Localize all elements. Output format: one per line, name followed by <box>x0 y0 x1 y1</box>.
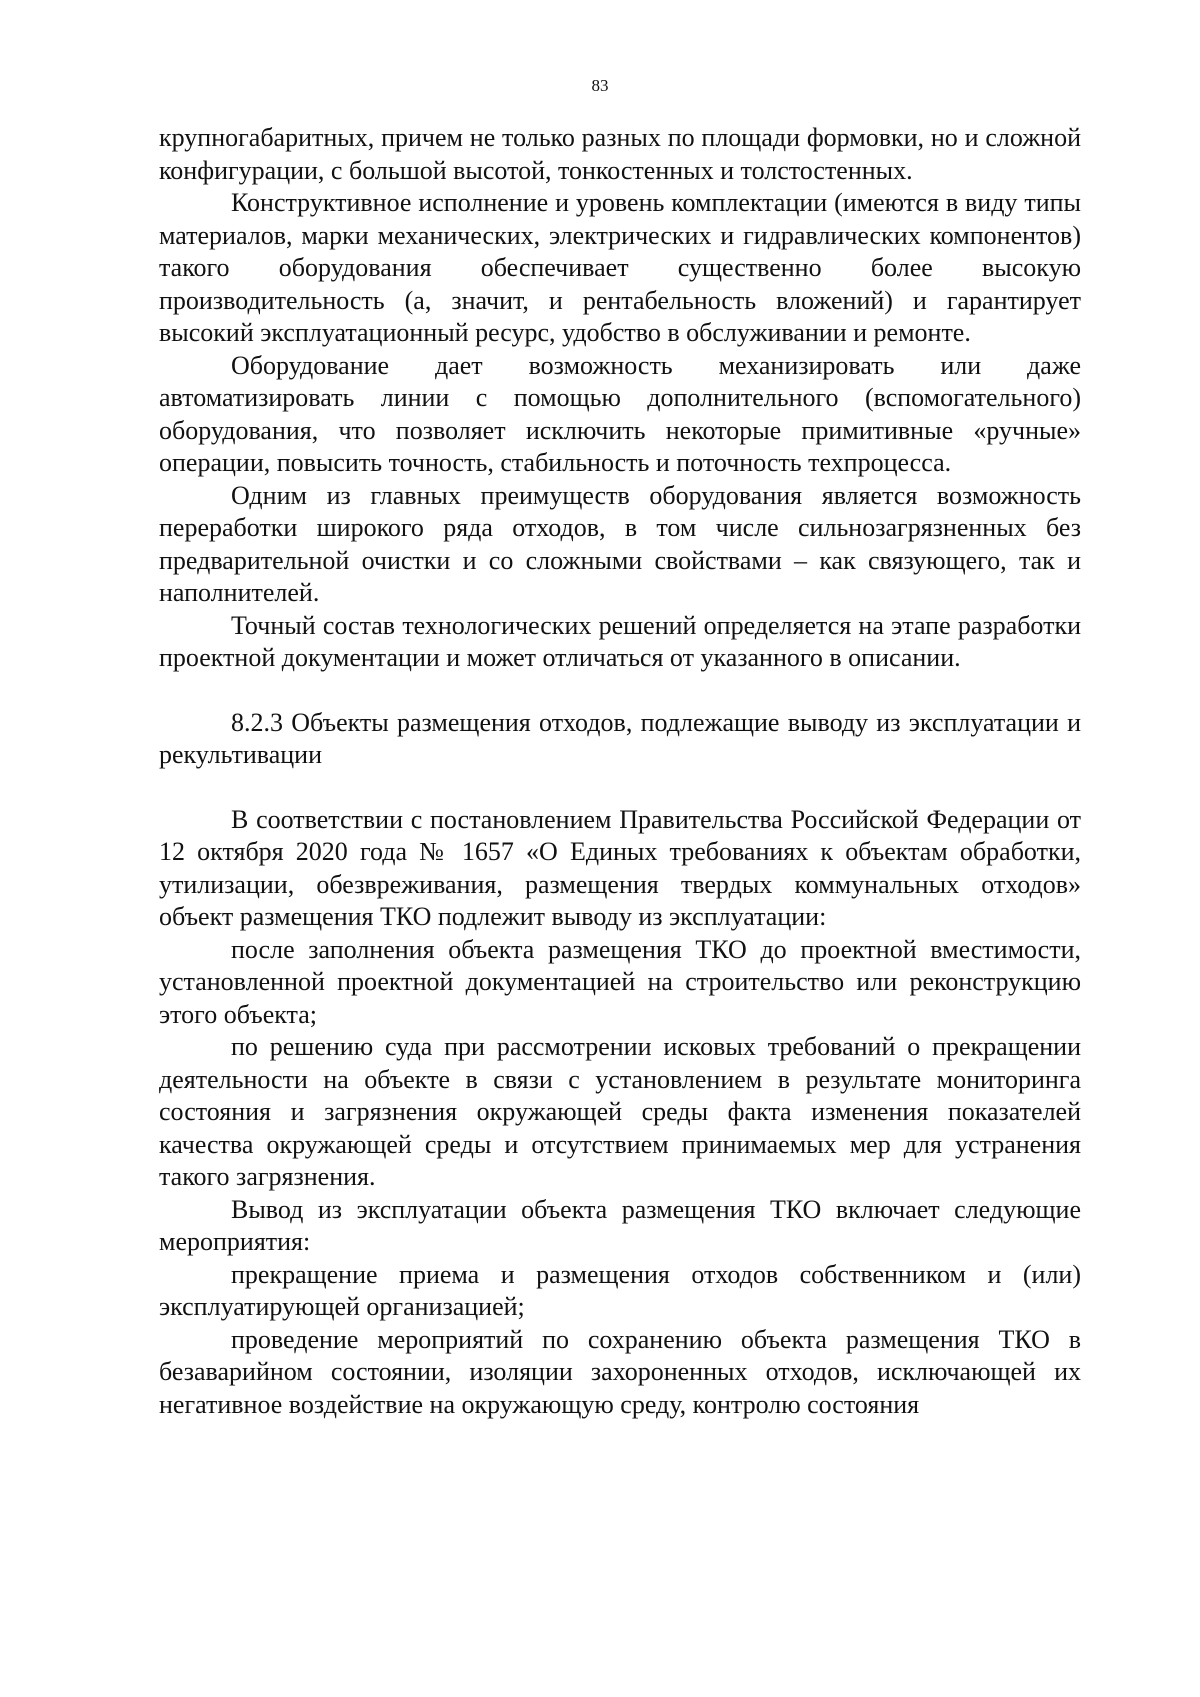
paragraph: Вывод из эксплуатации объекта размещения ТКО включает следующие мероприятия: <box>159 1194 1081 1256</box>
list-item: после заполнения объекта размещения ТКО до проектной вместимости, установленной проектной документацией на строительство или реконструкцию этого объекта; <box>159 934 1081 1029</box>
list-item: прекращение приема и размещения отходов собственником и (или) эксплуатирующей организацией; <box>159 1259 1081 1321</box>
list-item: по решению суда при рассмотрении исковых требований о прекращении деятельности на объекте в связи с установлением в результате мониторинга состояния и загрязнения окружающей среды факта изменения показателей качества окружающей среды и отсутствием принимаемых мер для устранения такого загрязнения. <box>159 1032 1081 1191</box>
paragraph: Оборудование дает возможность механизировать или даже автоматизировать линии с помощью дополнительного (вспомогательного) оборудования, что позволяет исключить некоторые примитивные «ручные» операции, повысить точность, стабильность и поточность техпроцесса. <box>159 350 1081 477</box>
section-heading: 8.2.3 Объекты размещения отходов, подлежащие выводу из эксплуатации и рекультивации <box>159 707 1081 769</box>
paragraph: В соответствии с постановлением Правительства Российской Федерации от 12 октября 2020 года № 1657 «О Единых требованиях к объектам обработки, утилизации, обезвреживания, размещения твердых коммунальных отходов» объект размещения ТКО подлежит выводу из эксплуатации: <box>159 804 1081 931</box>
paragraph: Конструктивное исполнение и уровень комплектации (имеются в виду типы материалов, марки механических, электрических и гидравлических компонентов) такого оборудования обеспечивает существенно более высокую производительность (а, значит, и рентабельность вложений) и гарантирует высокий эксплуатационный ресурс, удобство в обслуживании и ремонте. <box>159 188 1081 347</box>
paragraph: Точный состав технологических решений определяется на этапе разработки проектной документации и может отличаться от указанного в описании. <box>159 610 1081 672</box>
paragraph: Одним из главных преимуществ оборудования является возможность переработки широкого ряда отходов, в том числе сильнозагрязненных без предварительной очистки и со сложными свойствами – как связующего, так и наполнителей. <box>159 480 1081 607</box>
document-body <box>159 122 1081 1421</box>
paragraph: крупногабаритных, причем не только разных по площади формовки, но и сложной конфигурации, с большой высотой, тонкостенных и толстостенных. <box>159 123 1081 185</box>
page-number: 83 <box>591 76 609 95</box>
list-item: проведение мероприятий по сохранению объекта размещения ТКО в безаварийном состоянии, изоляции захороненных отходов, исключающей их негативное воздействие на окружающую среду, контролю состояния <box>159 1324 1081 1419</box>
